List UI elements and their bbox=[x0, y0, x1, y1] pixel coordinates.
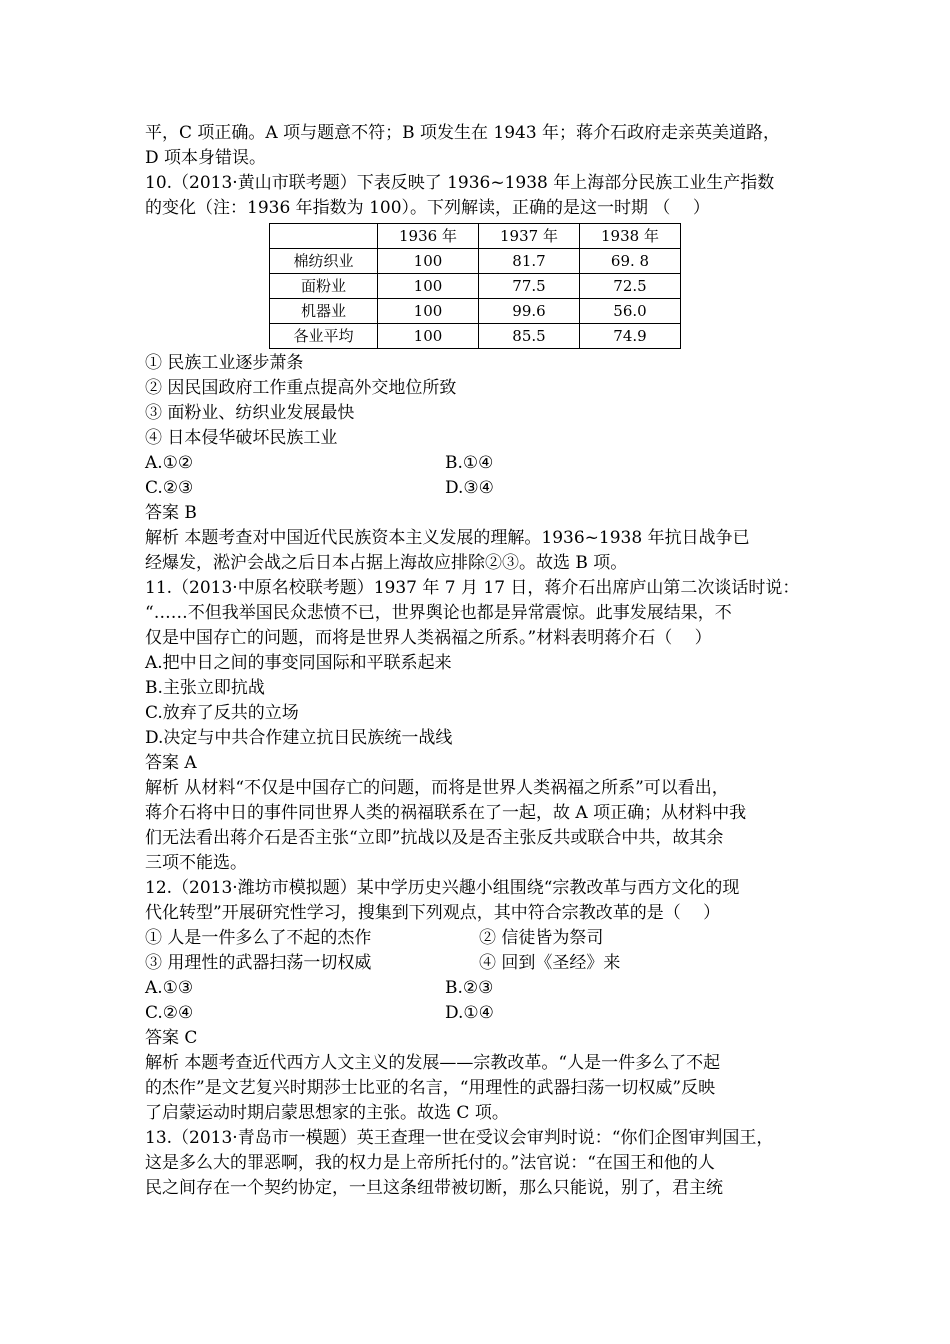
option-b: B.主张立即抗战 bbox=[145, 678, 265, 698]
table-cell: 各业平均 bbox=[270, 324, 378, 349]
option-c: C.②④ bbox=[145, 1003, 194, 1023]
production-index-table-wrap bbox=[269, 223, 810, 349]
table-header-cell bbox=[270, 224, 378, 249]
table-header-cell: 1937 年 bbox=[479, 224, 580, 249]
analysis-line: 解析 本题考查对中国近代民族资本主义发展的理解。1936~1938 年抗日战争已 bbox=[145, 528, 750, 548]
question-11-stem: “……不但我举国民众悲愤不已，世界舆论也都是异常震惊。此事发展结果，不 bbox=[145, 603, 732, 623]
table-cell: 69. 8 bbox=[580, 249, 681, 274]
table-cell: 72.5 bbox=[580, 274, 681, 299]
answer: 答案 B bbox=[145, 503, 197, 523]
question-13-stem: 13.（2013·青岛市一模题）英王查理一世在受议会审判时说：“你们企图审判国王， bbox=[145, 1128, 774, 1148]
table-header-cell: 1936 年 bbox=[378, 224, 479, 249]
question-12-stem: 代化转型”开展研究性学习，搜集到下列观点，其中符合宗教改革的是（ ） bbox=[145, 903, 721, 923]
option-b: B.②③ bbox=[445, 978, 494, 998]
table-row bbox=[270, 324, 681, 349]
option-row bbox=[145, 976, 810, 1001]
option-row bbox=[145, 451, 810, 476]
question-10-stem: 的变化（注：1936 年指数为 100）。下列解读，正确的是这一时期 （ ） bbox=[145, 198, 710, 218]
document-body bbox=[145, 121, 810, 1201]
statement: ① 民族工业逐步萧条 bbox=[145, 353, 304, 373]
analysis-line: 三项不能选。 bbox=[145, 853, 247, 873]
option-d: D.①④ bbox=[445, 1003, 494, 1023]
question-11-stem: 仅是中国存亡的问题，而将是世界人类祸福之所系。”材料表明蒋介石（ ） bbox=[145, 628, 712, 648]
statement-row bbox=[145, 926, 810, 951]
question-10-stem: 10.（2013·黄山市联考题）下表反映了 1936~1938 年上海部分民族工业生产指数 bbox=[145, 173, 775, 193]
table-cell: 74.9 bbox=[580, 324, 681, 349]
analysis-line: 们无法看出蒋介石是否主张“立即”抗战以及是否主张反共或联合中共，故其余 bbox=[145, 828, 724, 848]
table-cell: 100 bbox=[378, 274, 479, 299]
statement-row bbox=[145, 951, 810, 976]
table-cell: 100 bbox=[378, 324, 479, 349]
statement: ④ 日本侵华破坏民族工业 bbox=[145, 428, 338, 448]
table-header-cell: 1938 年 bbox=[580, 224, 681, 249]
analysis-line: 了启蒙运动时期启蒙思想家的主张。故选 C 项。 bbox=[145, 1103, 509, 1123]
question-13-stem: 民之间存在一个契约协定，一旦这条纽带被切断，那么只能说，别了，君主统 bbox=[145, 1178, 723, 1198]
table-cell: 机器业 bbox=[270, 299, 378, 324]
option-d: D.③④ bbox=[445, 478, 494, 498]
analysis-line: 解析 本题考查近代西方人文主义的发展——宗教改革。“人是一件多么了不起 bbox=[145, 1053, 721, 1073]
analysis-line: 的杰作”是文艺复兴时期莎士比亚的名言，“用理性的武器扫荡一切权威”反映 bbox=[145, 1078, 716, 1098]
analysis-line: 蒋介石将中日的事件同世界人类的祸福联系在了一起，故 A 项正确；从材料中我 bbox=[145, 803, 747, 823]
table-cell: 99.6 bbox=[479, 299, 580, 324]
table-cell: 77.5 bbox=[479, 274, 580, 299]
text-line: D 项本身错误。 bbox=[145, 148, 267, 168]
table-row bbox=[270, 249, 681, 274]
table-header-row bbox=[270, 224, 681, 249]
table-cell: 85.5 bbox=[479, 324, 580, 349]
statement: ② 因民国政府工作重点提高外交地位所致 bbox=[145, 378, 457, 398]
table-cell: 100 bbox=[378, 249, 479, 274]
statement: ③ 面粉业、纺织业发展最快 bbox=[145, 403, 355, 423]
option-d: D.决定与中共合作建立抗日民族统一战线 bbox=[145, 728, 453, 748]
statement: ① 人是一件多么了不起的杰作 bbox=[145, 928, 372, 948]
table-row bbox=[270, 274, 681, 299]
table-cell: 面粉业 bbox=[270, 274, 378, 299]
option-a: A.①③ bbox=[145, 978, 194, 998]
option-c: C.②③ bbox=[145, 478, 194, 498]
option-a: A.把中日之间的事变同国际和平联系起来 bbox=[145, 653, 452, 673]
analysis-line: 经爆发，淞沪会战之后日本占据上海故应排除②③。故选 B 项。 bbox=[145, 553, 628, 573]
option-c: C.放弃了反共的立场 bbox=[145, 703, 299, 723]
statement: ④ 回到《圣经》来 bbox=[479, 953, 621, 973]
statement: ③ 用理性的武器扫荡一切权威 bbox=[145, 953, 372, 973]
option-row bbox=[145, 476, 810, 501]
option-a: A.①② bbox=[145, 453, 194, 473]
analysis-line: 解析 从材料“不仅是中国存亡的问题，而将是世界人类祸福之所系”可以看出， bbox=[145, 778, 729, 798]
question-13-stem: 这是多么大的罪恶啊，我的权力是上帝所托付的。”法官说：“在国王和他的人 bbox=[145, 1153, 715, 1173]
question-12-stem: 12.（2013·潍坊市模拟题）某中学历史兴趣小组围绕“宗教改革与西方文化的现 bbox=[145, 878, 740, 898]
table-cell: 81.7 bbox=[479, 249, 580, 274]
table-cell: 100 bbox=[378, 299, 479, 324]
answer: 答案 A bbox=[145, 753, 197, 773]
table-cell: 棉纺织业 bbox=[270, 249, 378, 274]
answer: 答案 C bbox=[145, 1028, 198, 1048]
option-b: B.①④ bbox=[445, 453, 494, 473]
question-11-stem: 11.（2013·中原名校联考题）1937 年 7 月 17 日，蒋介石出席庐山第二次谈话时说： bbox=[145, 578, 800, 598]
option-row bbox=[145, 1001, 810, 1026]
table-cell: 56.0 bbox=[580, 299, 681, 324]
text-line: 平，C 项正确。A 项与题意不符；B 项发生在 1943 年；蒋介石政府走亲英美道路， bbox=[145, 123, 781, 143]
statement: ② 信徒皆为祭司 bbox=[479, 928, 604, 948]
production-index-table bbox=[269, 223, 681, 349]
table-row bbox=[270, 299, 681, 324]
